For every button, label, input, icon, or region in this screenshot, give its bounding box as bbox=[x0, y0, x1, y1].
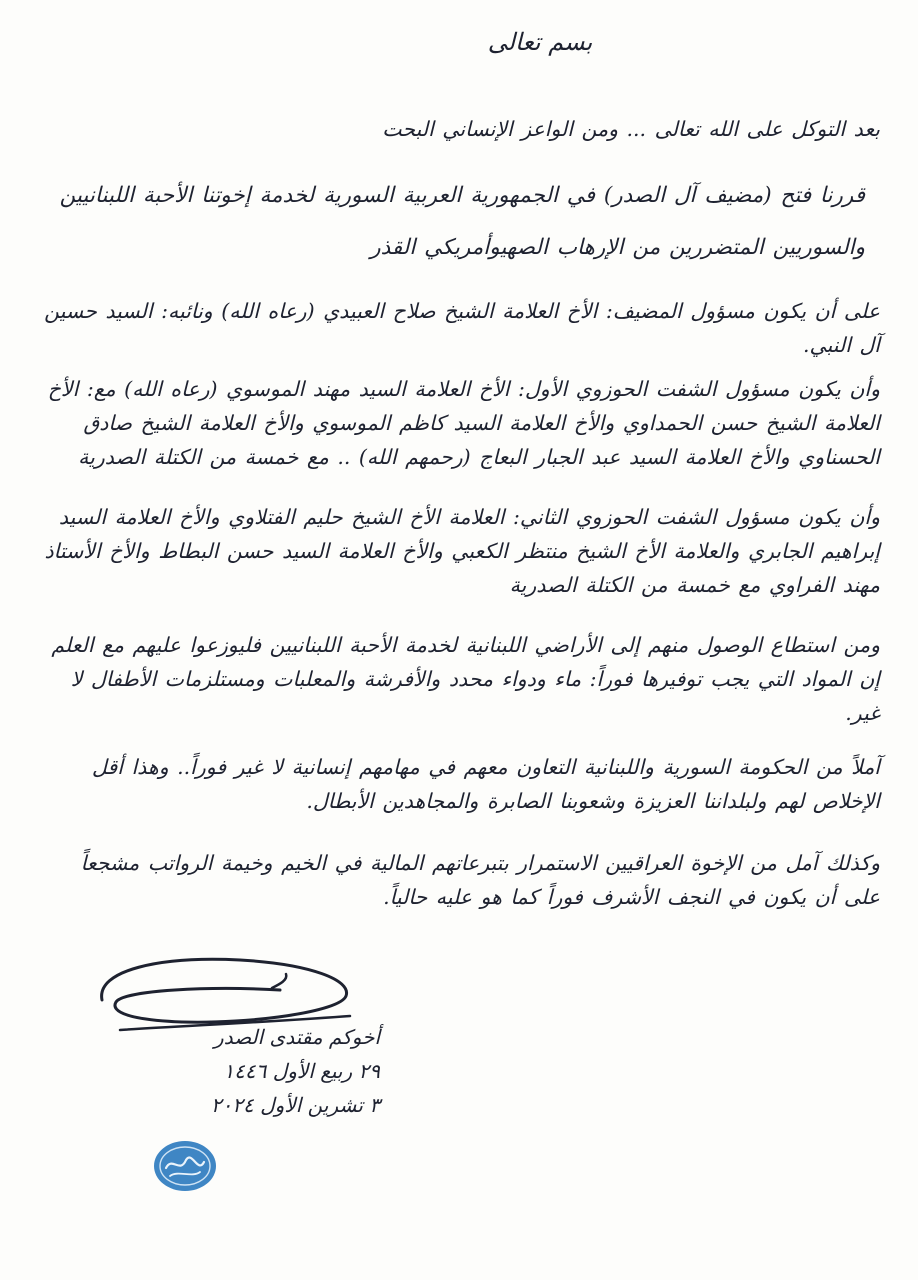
paragraph-decision: قررنا فتح (مضيف آل الصدر) في الجمهورية العربية السورية لخدمة إخوتنا الأحبة اللبنانيين والسوريين المتضررين من الإرهاب الصهيوأمريكي القذر bbox=[59, 183, 865, 260]
signature-block bbox=[80, 950, 400, 1250]
signature-name: أخوكم مقتدى الصدر bbox=[214, 1025, 380, 1049]
paragraph-first-shift: وأن يكون مسؤول الشفت الحوزوي الأول: الأخ العلامة السيد مهند الموسوي (رعاه الله) مع: الأخ العلامة الشيخ حسن الحمداوي والأخ العلامة السيد كاظم الموسوي والأخ العلامة الشيخ صادق الحسناوي والأخ العلامة السيد عبد الجبار البعاج (رحمهم الله) .. مع خمسة من الكتلة الصدرية bbox=[47, 377, 880, 469]
paragraph-supplies: ومن استطاع الوصول منهم إلى الأراضي اللبنانية لخدمة الأحبة اللبنانيين فليوزعوا عليهم مع العلم إن المواد التي يجب توفيرها فوراً: ماء ودواء محدد والأفرشة والمعلبات ومستلزمات الأطفال لا غير. bbox=[51, 633, 880, 725]
letter-body bbox=[40, 112, 880, 914]
signature-text bbox=[80, 1020, 380, 1122]
paragraph-government-appeal: آملاً من الحكومة السورية واللبنانية التعاون معهم في مهامهم إنسانية لا غير فوراً.. وهذا أقل الإخلاص لهم ولبلداننا العزيزة وشعوبنا الصابرة والمجاهدين الأبطال. bbox=[91, 755, 880, 813]
paragraph-opening: بعد التوكل على الله تعالى ... ومن الواعز الإنساني البحت bbox=[382, 117, 880, 141]
official-seal-stamp bbox=[152, 1138, 218, 1194]
signature-gregorian-date: ٣ تشرين الأول ٢٠٢٤ bbox=[210, 1093, 380, 1117]
signature-hijri-date: ٢٩ ربيع الأول ١٤٤٦ bbox=[223, 1059, 380, 1083]
paragraph-guesthouse-officials: على أن يكون مسؤول المضيف: الأخ العلامة الشيخ صلاح العبيدي (رعاه الله) ونائبه: السيد حسين آل النبي. bbox=[44, 299, 880, 357]
paragraph-donations: وكذلك آمل من الإخوة العراقيين الاستمرار بتبرعاتهم المالية في الخيم وخيمة الرواتب مشجعاً على أن يكون في النجف الأشرف فوراً كما هو عليه حالياً. bbox=[80, 851, 880, 909]
paragraph-second-shift: وأن يكون مسؤول الشفت الحوزوي الثاني: العلامة الأخ الشيخ حليم الفتلاوي والأخ العلامة السيد إبراهيم الجابري والعلامة الأخ الشيخ منتظر الكعبي والأخ العلامة السيد حسن البطاط والأخ الأستاذ مهند الفراوي مع خمسة من الكتلة الصدرية bbox=[44, 505, 880, 597]
basmala-heading: بسم تعالى bbox=[487, 28, 593, 56]
